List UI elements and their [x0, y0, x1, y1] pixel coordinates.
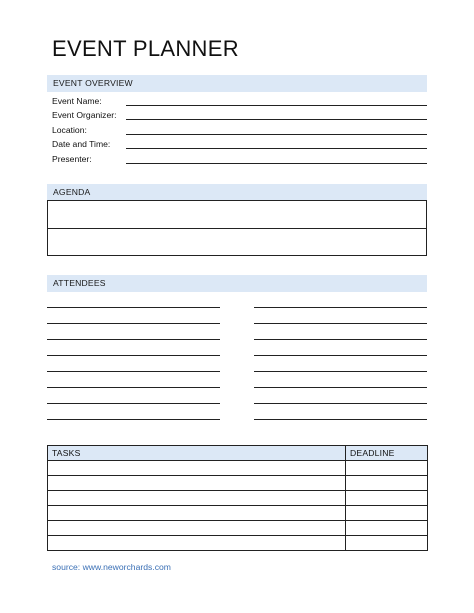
field-label: Date and Time: — [52, 139, 111, 149]
fill-in-line[interactable] — [126, 134, 427, 135]
deadline-cell[interactable] — [346, 491, 428, 506]
task-cell[interactable] — [48, 491, 346, 506]
table-row — [48, 521, 428, 536]
table-row — [48, 506, 428, 521]
deadline-cell[interactable] — [346, 521, 428, 536]
attendee-line[interactable] — [47, 339, 220, 340]
tasks-table — [47, 445, 428, 551]
agenda-row[interactable] — [48, 228, 426, 255]
task-cell[interactable] — [48, 536, 346, 551]
agenda-box — [47, 200, 427, 256]
attendee-line[interactable] — [47, 371, 220, 372]
deadline-cell[interactable] — [346, 536, 428, 551]
fill-in-line[interactable] — [126, 105, 427, 106]
field-location — [52, 123, 427, 137]
attendee-line[interactable] — [254, 323, 427, 324]
field-presenter — [52, 152, 427, 166]
section-header-attendees: ATTENDEES — [47, 275, 427, 292]
field-label: Event Organizer: — [52, 110, 117, 120]
table-row — [48, 536, 428, 551]
task-cell[interactable] — [48, 521, 346, 536]
tasks-column-header: TASKS — [48, 446, 346, 461]
deadline-cell[interactable] — [346, 461, 428, 476]
task-cell[interactable] — [48, 461, 346, 476]
agenda-row[interactable] — [48, 201, 426, 229]
task-cell[interactable] — [48, 506, 346, 521]
attendees-right-column — [254, 307, 427, 420]
tasks-header-row — [48, 446, 428, 461]
attendee-line[interactable] — [254, 355, 427, 356]
attendee-line[interactable] — [47, 403, 220, 404]
field-label: Event Name: — [52, 96, 102, 106]
attendee-line[interactable] — [254, 371, 427, 372]
table-row — [48, 461, 428, 476]
field-label: Presenter: — [52, 154, 92, 164]
attendee-line[interactable] — [254, 419, 427, 420]
attendee-line[interactable] — [254, 387, 427, 388]
deadline-cell[interactable] — [346, 506, 428, 521]
fill-in-line[interactable] — [126, 119, 427, 120]
deadline-column-header: DEADLINE — [346, 446, 428, 461]
table-row — [48, 491, 428, 506]
attendee-line[interactable] — [47, 355, 220, 356]
field-event-name — [52, 94, 427, 108]
field-event-organizer — [52, 108, 427, 122]
page-title: EVENT PLANNER — [52, 36, 239, 61]
fill-in-line[interactable] — [126, 148, 427, 149]
field-label: Location: — [52, 125, 87, 135]
attendee-line[interactable] — [47, 307, 220, 308]
attendee-line[interactable] — [47, 323, 220, 324]
deadline-cell[interactable] — [346, 476, 428, 491]
fill-in-line[interactable] — [126, 163, 427, 164]
attendee-line[interactable] — [254, 339, 427, 340]
field-date-and-time — [52, 137, 427, 151]
task-cell[interactable] — [48, 476, 346, 491]
table-row — [48, 476, 428, 491]
section-header-agenda: AGENDA — [47, 184, 427, 201]
section-header-event-overview: EVENT OVERVIEW — [47, 75, 427, 92]
attendee-line[interactable] — [254, 307, 427, 308]
attendees-left-column — [47, 307, 220, 420]
attendee-line[interactable] — [254, 403, 427, 404]
attendee-line[interactable] — [47, 387, 220, 388]
source-link[interactable]: source: www.neworchards.com — [52, 562, 171, 572]
attendee-line[interactable] — [47, 419, 220, 420]
